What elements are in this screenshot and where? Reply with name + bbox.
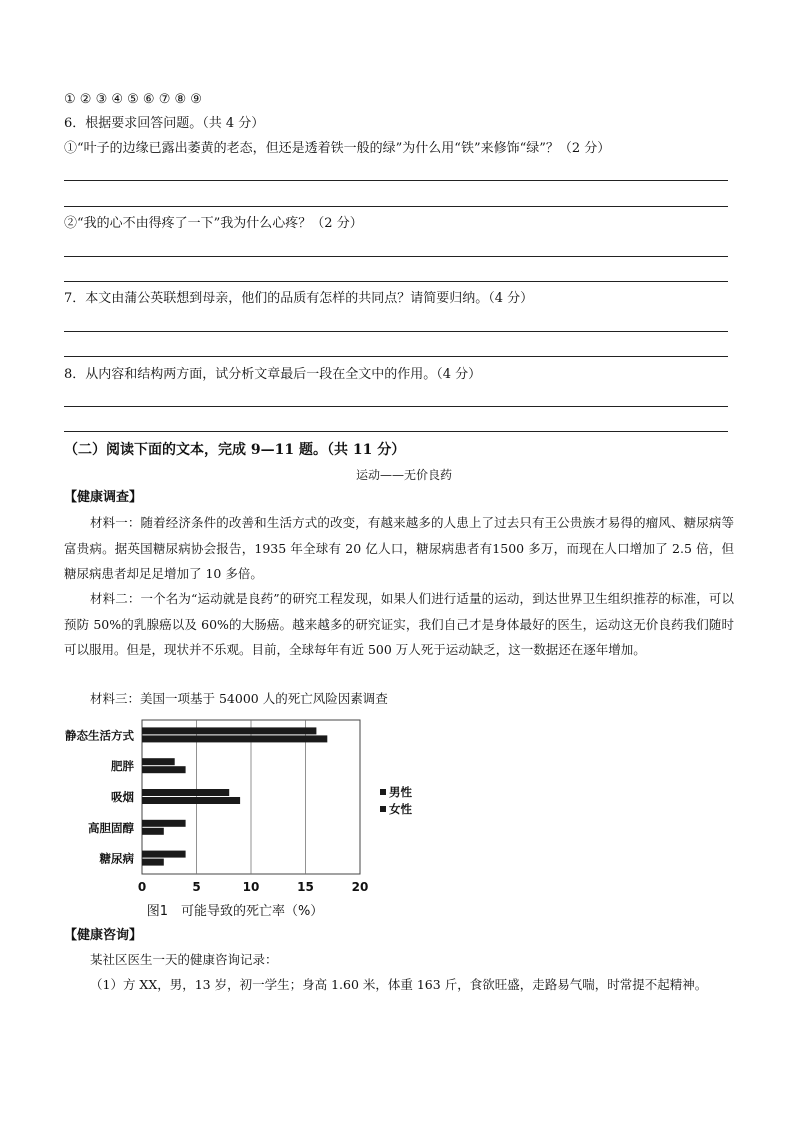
material-3: 材料三：美国一项基于 54000 人的死亡风险因素调查 (90, 691, 388, 706)
mortality-chart (60, 716, 500, 922)
answer-line (64, 256, 728, 257)
q6-sub2: ②“我的心不由得疼了一下”我为什么心疼？（2 分） (64, 216, 363, 231)
bar-male (142, 789, 229, 796)
answer-line (64, 356, 728, 357)
article-title: 运动——无价良药 (356, 468, 453, 482)
x-tick-label: 0 (137, 880, 147, 894)
q7: 7．本文由蒲公英联想到母亲，他们的品质有怎样的共同点？请简要归纳。（4 分） (64, 291, 534, 306)
category-label: 糖尿病 (99, 851, 134, 866)
answer-line (64, 206, 728, 207)
x-tick-label: 10 (242, 880, 260, 894)
chart-caption: 图1 可能导致的死亡率（%） (146, 904, 324, 919)
bar-female (142, 766, 186, 773)
survey-heading: 【健康调查】 (64, 490, 143, 505)
legend-swatch (380, 789, 386, 795)
bar-male (142, 758, 175, 765)
answer-line (64, 406, 728, 407)
consult-intro: 某社区医生一天的健康咨询记录： (90, 952, 278, 967)
q8: 8．从内容和结构两方面，试分析文章最后一段在全文中的作用。（4 分） (64, 367, 482, 382)
q5-options: ① ② ③ ④ ⑤ ⑥ ⑦ ⑧ ⑨ (64, 92, 202, 107)
category-label: 肥胖 (111, 759, 134, 774)
record-1: （1）方 XX，男，13 岁，初一学生；身高 1.60 米，体重 163 斤，食欲旺盛，走路易气喘，时常提不起精神。 (90, 977, 708, 992)
bar-female (142, 797, 240, 804)
q6-title: 6．根据要求回答问题。（共 4 分） (64, 116, 265, 131)
bar-male (142, 851, 186, 858)
material-1: 材料一：随着经济条件的改善和生活方式的改变，有越来越多的人患上了过去只有王公贵族才易得的瘤风、糖尿病等富贵病。据英国糖尿病协会报告，1935 年全球有 20 亿人口，糖尿病患者有1500 多万，而现在人口增加了 2.5 倍，但糖尿病患者却足足增加了 10 多倍。 (64, 515, 734, 581)
legend-label: 男性 (389, 785, 412, 799)
x-tick-label: 20 (351, 880, 369, 894)
q6-sub1: ①“叶子的边缘已露出萎黄的老态，但还是透着铁一般的绿”为什么用“铁”来修饰“绿”？（2 分） (64, 141, 611, 156)
material-2: 材料二：一个名为“运动就是良药”的研究工程发现，如果人们进行适量的运动，到达世界卫生组织推荐的标准，可以预防 50%的乳腺癌以及 60%的大肠癌。越来越多的研究证实，我们自己才是身体最好的医生，运动这无价良药我们随时可以服用。但是，现状并不乐观。目前，全球每年有近 500 万人死于运动缺乏，这一数据还在逐年增加。 (64, 591, 734, 657)
answer-line (64, 431, 728, 432)
bar-female (142, 859, 164, 866)
bar-male (142, 820, 186, 827)
answer-line (64, 180, 728, 181)
x-tick-label: 15 (297, 880, 314, 894)
answer-line (64, 331, 728, 332)
bar-female (142, 828, 164, 835)
legend-swatch (380, 806, 386, 812)
section2-heading: （二）阅读下面的文本，完成 9—11 题。（共 11 分） (64, 442, 406, 458)
bar-female (142, 735, 327, 742)
category-label: 高胆固醇 (88, 820, 134, 835)
category-label: 静态生活方式 (65, 728, 134, 743)
bar-male (142, 727, 316, 734)
answer-line (64, 281, 728, 282)
x-tick-label: 5 (192, 880, 201, 894)
consult-heading: 【健康咨询】 (64, 928, 143, 943)
category-label: 吸烟 (111, 790, 134, 804)
legend-label: 女性 (389, 802, 412, 816)
